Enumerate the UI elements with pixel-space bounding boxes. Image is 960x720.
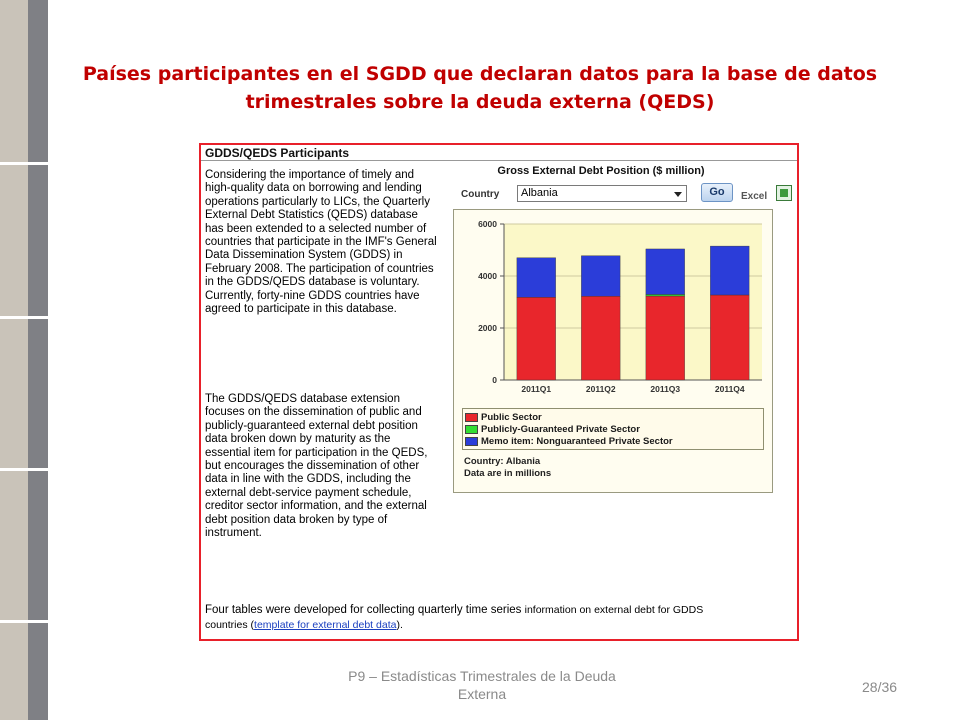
tables-note-text-c: countries (: [205, 619, 255, 631]
bar-segment: [581, 296, 620, 380]
legend-label: Public Sector: [481, 412, 542, 423]
y-tick-label: 6000: [478, 219, 497, 229]
bar-chart: [454, 210, 772, 406]
tables-note-text-b: information on external debt for GDDS: [524, 604, 704, 616]
sidebar-divider: [0, 620, 48, 623]
bar-segment: [646, 294, 685, 296]
tables-note-text-d: ).: [396, 619, 403, 631]
slide-title: Países participantes en el SGDD que declaran datos para la base de datos trimestrales sobre la deuda externa (QEDS): [82, 63, 878, 113]
panel-header-title: GDDS/QEDS Participants: [205, 146, 350, 160]
legend-item-nonguaranteed: [481, 436, 673, 448]
chart-units-note: Data are in millions: [464, 468, 552, 479]
x-tick-label: 2011Q2: [585, 384, 616, 394]
bar-segment: [646, 249, 685, 295]
country-select[interactable]: [517, 185, 687, 202]
sidebar-divider: [0, 316, 48, 319]
legend-swatch: [465, 425, 478, 434]
country-label: Country: [461, 189, 500, 200]
sidebar-divider: [0, 162, 48, 165]
tables-note: [205, 603, 795, 633]
focus-paragraph: The GDDS/QEDS database extension focuses on the dissemination of public and publicly-guaranteed external debt position data broken down by maturity as the essential item for participation in the QEDS, but encourages the dissemination of other data in line with the GDDS, including the external debt-service payment schedule, creditor sector information, and the external debt position data broken by type of instrument.: [205, 393, 428, 540]
footer-text: P9 – Estadísticas Trimestrales de la Deuda Externa: [348, 668, 616, 702]
sidebar-divider: [0, 468, 48, 471]
y-tick-label: 0: [492, 375, 497, 385]
legend-swatch: [465, 413, 478, 422]
excel-label: Excel: [741, 191, 768, 202]
legend-item-guaranteed: [481, 424, 640, 436]
excel-export-icon[interactable]: [776, 185, 792, 201]
chart-legend: [462, 408, 764, 450]
bar-segment: [517, 297, 556, 380]
y-tick-label: 2000: [478, 323, 497, 333]
chart-country-note: Country: Albania: [464, 456, 541, 467]
legend-item-public: [481, 412, 542, 424]
y-tick-label: 4000: [478, 271, 497, 281]
slide-sidebar: [0, 0, 48, 720]
chart-frame: [453, 209, 773, 493]
legend-swatch: [465, 437, 478, 446]
bar-segment: [710, 295, 749, 380]
bar-segment: [517, 258, 556, 298]
template-link[interactable]: template for external debt data: [254, 619, 397, 631]
qeds-participants-panel: [199, 143, 799, 641]
tables-note-text-a: Four tables were developed for collecting quarterly time series: [205, 604, 525, 616]
go-button[interactable]: Go: [701, 183, 733, 202]
panel-header: [201, 145, 797, 161]
x-tick-label: 2011Q4: [714, 384, 745, 394]
sidebar-dark-strip: [28, 0, 48, 720]
legend-label: Memo item: Nonguaranteed Private Sector: [481, 436, 673, 447]
chevron-down-icon: [674, 192, 682, 197]
x-tick-label: 2011Q3: [650, 384, 681, 394]
bar-segment: [581, 256, 620, 297]
bar-segment: [646, 296, 685, 380]
bar-segment: [710, 246, 749, 295]
legend-label: Publicly-Guaranteed Private Sector: [481, 424, 640, 435]
sidebar-light-strip: [0, 0, 28, 720]
chart-title: Gross External Debt Position ($ million): [497, 165, 705, 177]
page-number: 28/36: [862, 679, 898, 695]
intro-paragraph: Considering the importance of timely and high-quality data on borrowing and lending operations particularly to LICs, the Quarterly External Debt Statistics (QEDS) database has been extended to a selected number of countries that participate in the IMF's General Data Dissemination System (GDDS) in February 2008. The participation of countries in the GDDS/QEDS database is voluntary. Currently, forty-nine GDDS countries have agreed to participate in this database.: [205, 169, 437, 316]
x-tick-label: 2011Q1: [521, 384, 552, 394]
country-select-value: Albania: [521, 187, 558, 199]
